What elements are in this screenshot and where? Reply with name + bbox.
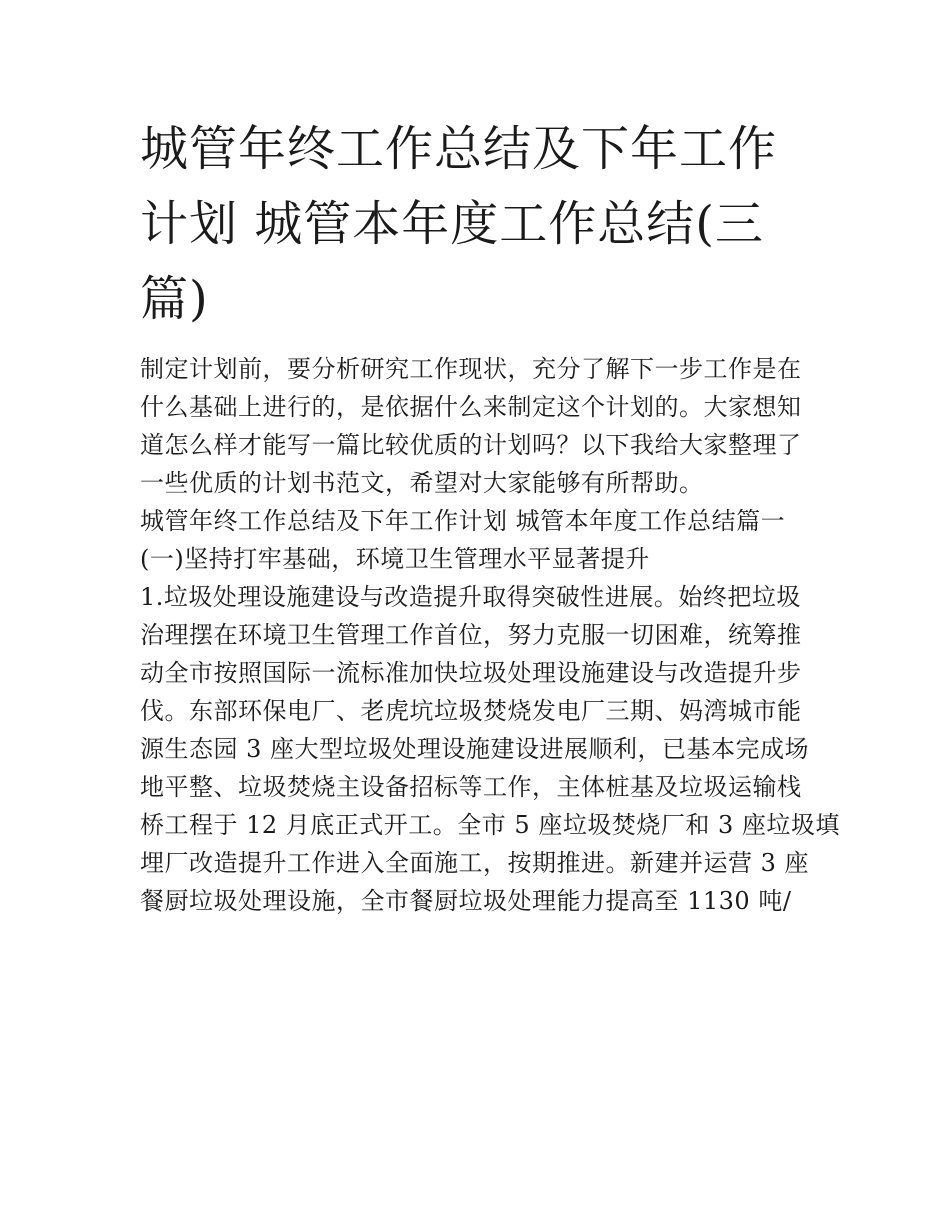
text-line: 制定计划前，要分析研究工作现状，充分了解下一步工作是在: [140, 355, 802, 383]
text-line: 一些优质的计划书范文，希望对大家能够有所帮助。: [140, 469, 704, 497]
title-line: 篇): [140, 271, 209, 327]
document-body: [140, 350, 840, 920]
subheading: [140, 540, 820, 578]
intro-paragraph: [140, 350, 820, 502]
text-line: 桥工程于 12 月底正式开工。全市 5 座垃圾焚烧厂和 3 座垃圾填: [140, 811, 840, 839]
section-heading: [140, 502, 820, 540]
document-content: [140, 112, 840, 920]
text-line: 伐。东部环保电厂、老虎坑垃圾焚烧发电厂三期、妈湾城市能: [140, 697, 802, 725]
text-line: 源生态园 3 座大型垃圾处理设施建设进展顺利，已基本完成场: [140, 735, 810, 763]
text-line: 什么基础上进行的，是依据什么来制定这个计划的。大家想知: [140, 393, 802, 421]
title-line: 计划 城管本年度工作总结(三: [140, 196, 764, 252]
text-line: 动全市按照国际一流标准加快垃圾处理设施建设与改造提升步: [140, 659, 802, 687]
document-title: [140, 112, 820, 337]
text-line: 道怎么样才能写一篇比较优质的计划吗？以下我给大家整理了: [140, 431, 802, 459]
text-line: 餐厨垃圾处理设施，全市餐厨垃圾处理能力提高至 1130 吨/: [140, 887, 792, 915]
text-line: 埋厂改造提升工作进入全面施工，按期推进。新建并运营 3 座: [140, 849, 810, 877]
text-line: 1.垃圾处理设施建设与改造提升取得突破性进展。始终把垃圾: [140, 583, 801, 611]
text-line: (一)坚持打牢基础，环境卫生管理水平显著提升: [140, 545, 650, 573]
item-paragraph: [140, 578, 840, 920]
text-line: 城管年终工作总结及下年工作计划 城管本年度工作总结篇一: [140, 507, 786, 535]
text-line: 地平整、垃圾焚烧主设备招标等工作，主体桩基及垃圾运输栈: [140, 773, 802, 801]
title-line: 城管年终工作总结及下年工作: [140, 121, 778, 177]
text-line: 治理摆在环境卫生管理工作首位，努力克服一切困难，统筹推: [140, 621, 802, 649]
